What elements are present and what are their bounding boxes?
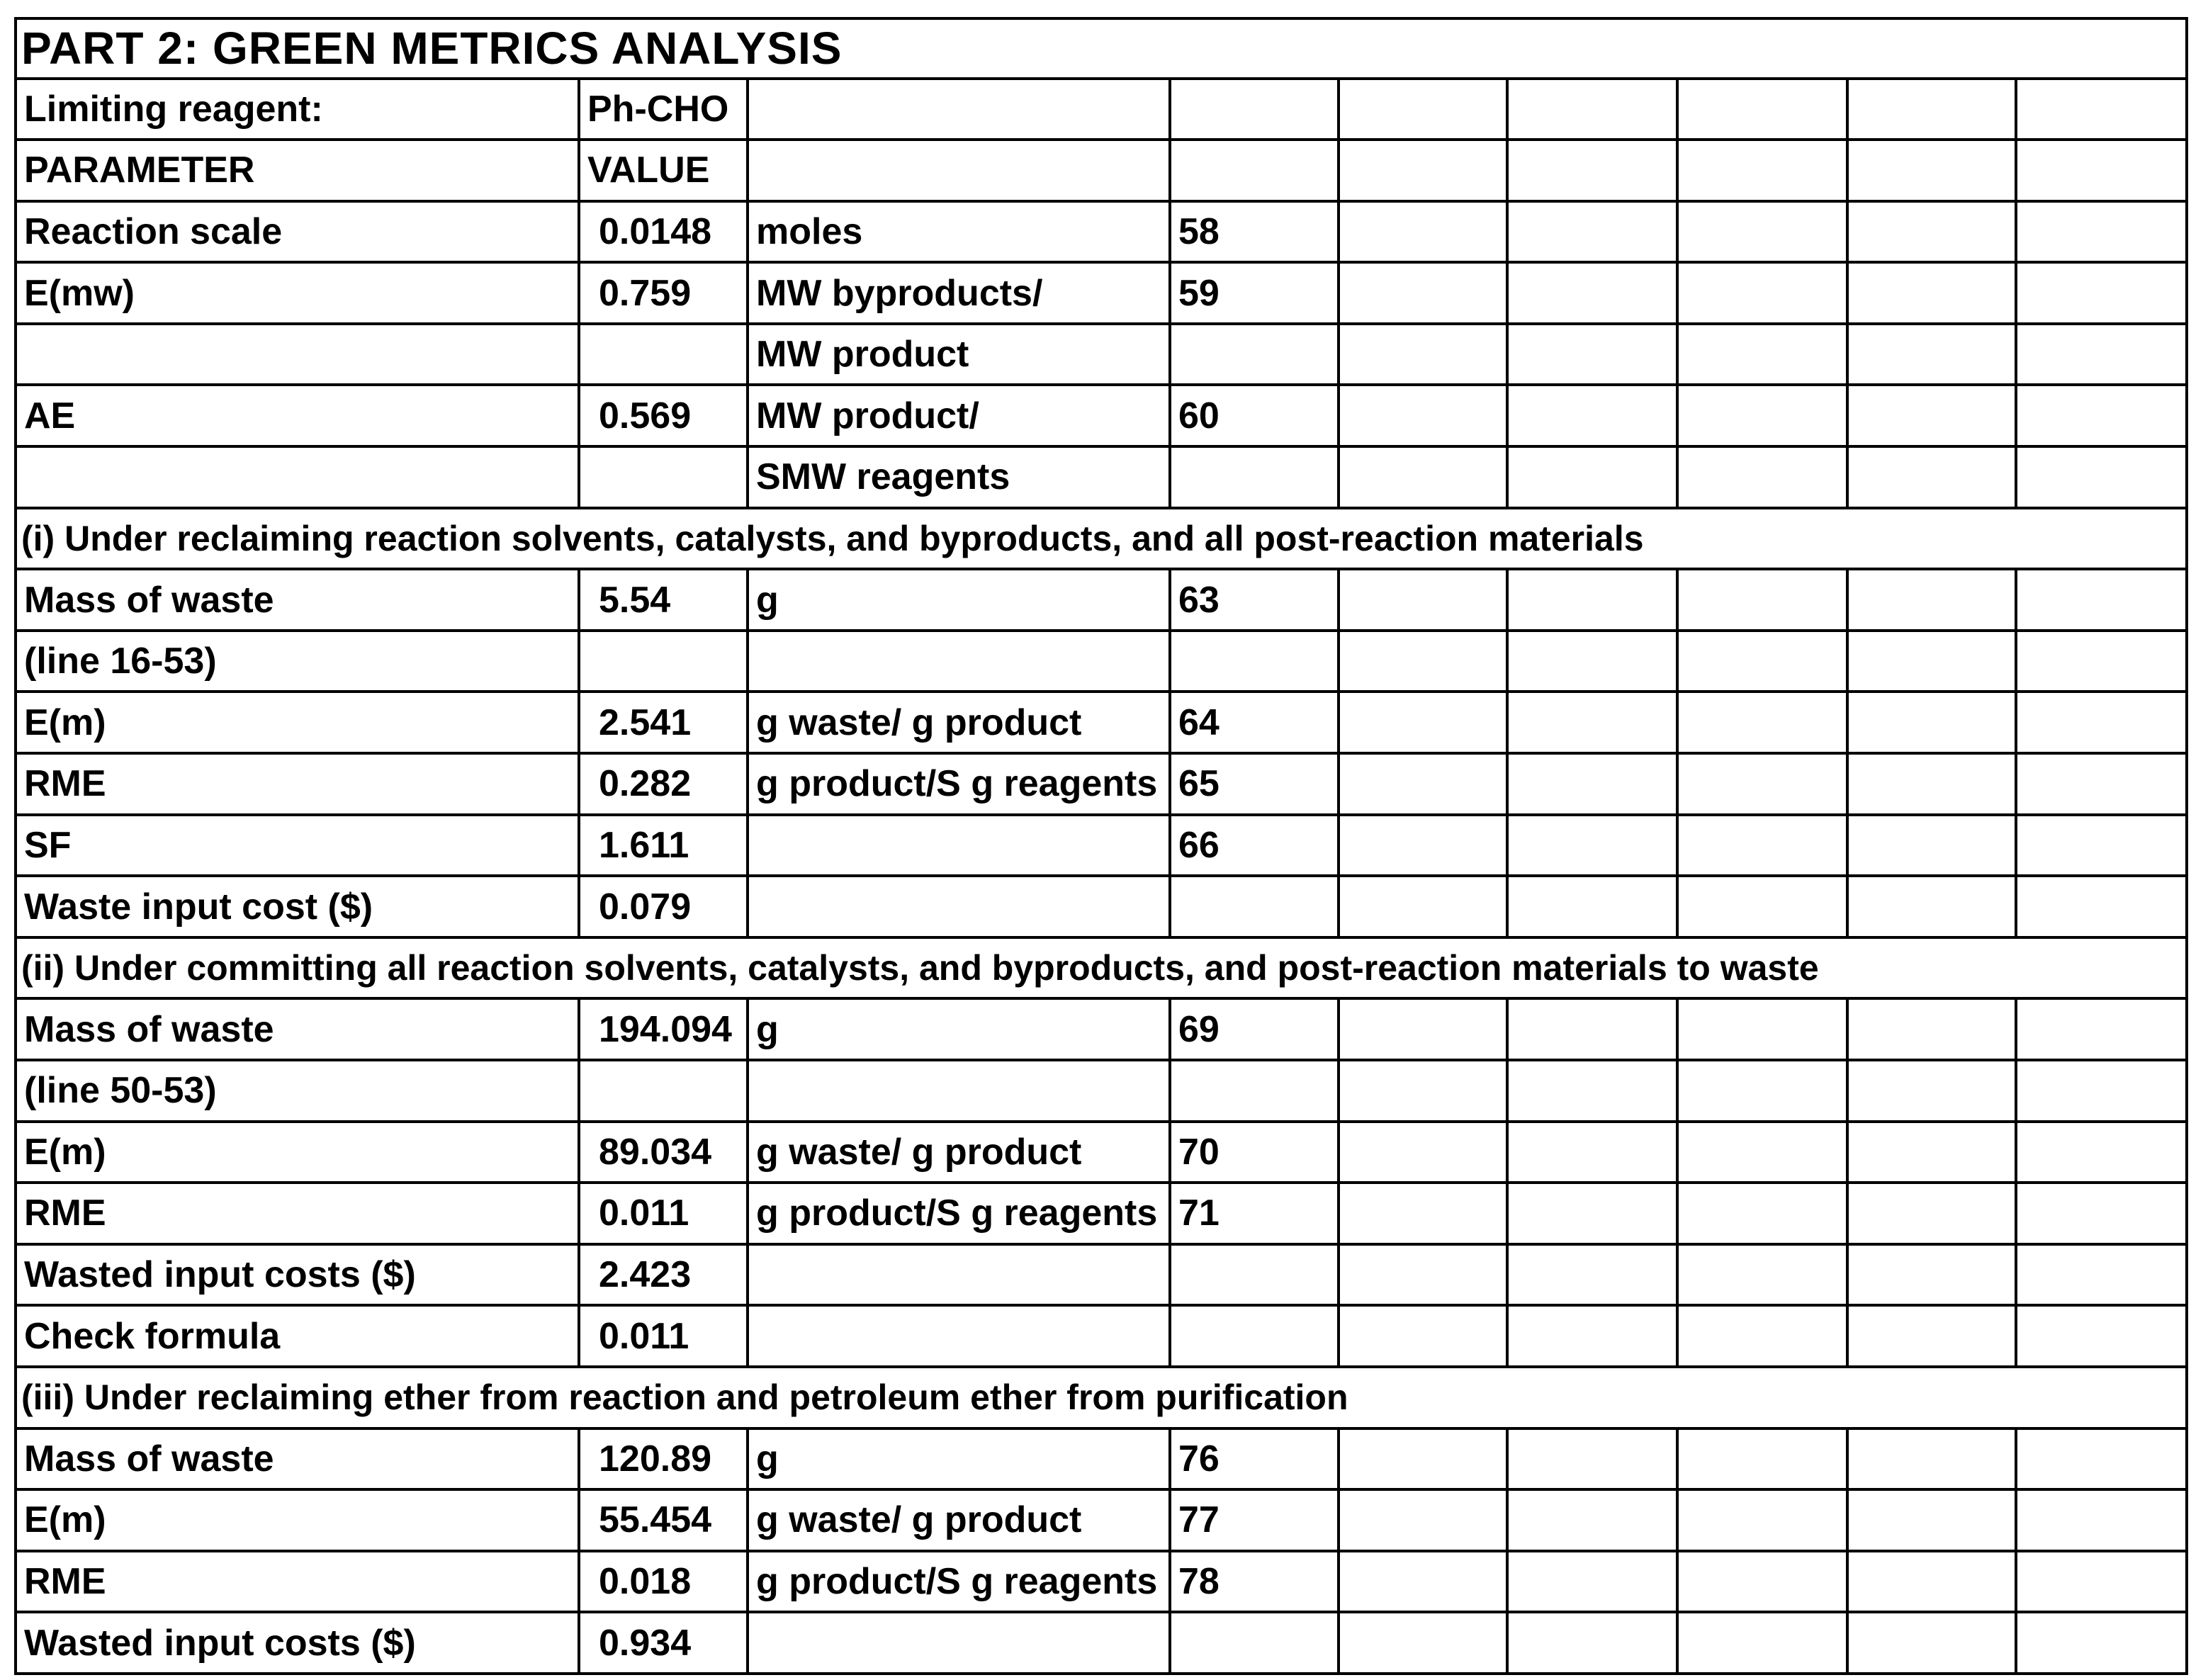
empty-cell[interactable] bbox=[1339, 324, 1507, 385]
line-ref-cell[interactable] bbox=[1170, 876, 1339, 937]
empty-cell[interactable] bbox=[1847, 1305, 2016, 1367]
empty-cell[interactable] bbox=[1507, 753, 1677, 815]
section-3-heading[interactable]: (iii) Under reclaiming ether from reaction and petroleum ether from purification bbox=[16, 1367, 2187, 1428]
unit-cell[interactable]: g waste/ g product bbox=[748, 1489, 1170, 1551]
empty-cell[interactable] bbox=[1507, 324, 1677, 385]
empty-cell[interactable] bbox=[1507, 815, 1677, 876]
empty-cell[interactable] bbox=[1339, 815, 1507, 876]
empty-cell[interactable] bbox=[1677, 1244, 1847, 1306]
line-ref-cell[interactable]: 58 bbox=[1170, 201, 1339, 263]
line-ref-cell[interactable]: 65 bbox=[1170, 753, 1339, 815]
line-ref-cell[interactable] bbox=[1170, 1612, 1339, 1674]
value-cell[interactable]: 0.934 bbox=[579, 1612, 748, 1674]
empty-cell[interactable] bbox=[1847, 1244, 2016, 1306]
empty-cell[interactable] bbox=[1847, 692, 2016, 753]
empty-cell[interactable] bbox=[1677, 1305, 1847, 1367]
empty-cell[interactable] bbox=[1847, 201, 2016, 263]
empty-cell[interactable] bbox=[1507, 1428, 1677, 1490]
sheet-title: PART 2: GREEN METRICS ANALYSIS bbox=[16, 18, 2187, 79]
empty-cell[interactable] bbox=[2016, 753, 2187, 815]
empty-cell[interactable] bbox=[1847, 1612, 2016, 1674]
unit-cell[interactable]: g waste/ g product bbox=[748, 692, 1170, 753]
unit-cell[interactable]: MW byproducts/ bbox=[748, 262, 1170, 324]
empty-cell[interactable] bbox=[1847, 324, 2016, 385]
empty-cell[interactable] bbox=[1677, 324, 1847, 385]
column-header-row bbox=[16, 140, 2187, 201]
unit-cell[interactable] bbox=[748, 815, 1170, 876]
value-cell[interactable]: 0.011 bbox=[579, 1305, 748, 1367]
value-cell[interactable]: 0.759 bbox=[579, 262, 748, 324]
parameter-cell[interactable] bbox=[16, 446, 579, 508]
empty-cell[interactable] bbox=[1507, 1305, 1677, 1367]
value-cell[interactable]: 0.282 bbox=[579, 753, 748, 815]
empty-cell[interactable] bbox=[1339, 79, 1507, 140]
line-ref-cell[interactable] bbox=[1170, 324, 1339, 385]
empty-cell[interactable] bbox=[1339, 1244, 1507, 1306]
unit-cell[interactable]: g product/S g reagents bbox=[748, 753, 1170, 815]
empty-cell[interactable] bbox=[1677, 385, 1847, 446]
table-row bbox=[16, 201, 2187, 263]
empty-cell[interactable] bbox=[1847, 753, 2016, 815]
empty-cell[interactable] bbox=[1847, 262, 2016, 324]
parameter-cell[interactable]: Mass of waste bbox=[16, 1428, 579, 1490]
top-rows-group bbox=[16, 201, 2187, 508]
empty-cell[interactable] bbox=[2016, 1428, 2187, 1490]
empty-cell[interactable] bbox=[1677, 1612, 1847, 1674]
parameter-cell[interactable]: Check formula bbox=[16, 1305, 579, 1367]
empty-cell[interactable] bbox=[1677, 79, 1847, 140]
empty-cell[interactable] bbox=[1507, 876, 1677, 937]
empty-cell[interactable] bbox=[1339, 262, 1507, 324]
table-row bbox=[16, 753, 2187, 815]
parameter-cell[interactable]: E(mw) bbox=[16, 262, 579, 324]
parameter-cell[interactable]: Wasted input costs ($) bbox=[16, 1244, 579, 1306]
empty-cell[interactable] bbox=[1339, 446, 1507, 508]
empty-cell[interactable] bbox=[1507, 1244, 1677, 1306]
line-ref-cell[interactable]: 59 bbox=[1170, 262, 1339, 324]
empty-cell[interactable] bbox=[1339, 1489, 1507, 1551]
parameter-cell[interactable]: SF bbox=[16, 815, 579, 876]
line-ref-cell[interactable] bbox=[1170, 446, 1339, 508]
unit-cell[interactable]: g bbox=[748, 1428, 1170, 1490]
table-row bbox=[16, 1122, 2187, 1183]
empty-cell[interactable] bbox=[1507, 1551, 1677, 1613]
empty-cell[interactable] bbox=[2016, 631, 2187, 692]
empty-cell[interactable] bbox=[1339, 1122, 1507, 1183]
empty-cell[interactable] bbox=[1507, 998, 1677, 1060]
table-row bbox=[16, 631, 2187, 692]
empty-cell[interactable] bbox=[2016, 1612, 2187, 1674]
table-row bbox=[16, 692, 2187, 753]
empty-cell[interactable] bbox=[1677, 692, 1847, 753]
empty-cell[interactable] bbox=[1677, 1428, 1847, 1490]
parameter-cell[interactable]: RME bbox=[16, 1183, 579, 1244]
empty-cell[interactable] bbox=[1677, 140, 1847, 201]
empty-cell[interactable] bbox=[1677, 1489, 1847, 1551]
empty-cell[interactable] bbox=[1507, 262, 1677, 324]
empty-cell[interactable] bbox=[2016, 1489, 2187, 1551]
empty-cell[interactable] bbox=[1339, 1183, 1507, 1244]
empty-cell[interactable] bbox=[1170, 140, 1339, 201]
table-row bbox=[16, 385, 2187, 446]
empty-cell[interactable] bbox=[1677, 1060, 1847, 1122]
table-row bbox=[16, 1305, 2187, 1367]
line-ref-cell[interactable]: 64 bbox=[1170, 692, 1339, 753]
empty-cell[interactable] bbox=[2016, 815, 2187, 876]
value-cell[interactable] bbox=[579, 446, 748, 508]
section-1-rows bbox=[16, 569, 2187, 937]
empty-cell[interactable] bbox=[2016, 201, 2187, 263]
empty-cell[interactable] bbox=[1847, 569, 2016, 631]
empty-cell[interactable] bbox=[1847, 446, 2016, 508]
line-ref-cell[interactable] bbox=[1170, 631, 1339, 692]
parameter-cell[interactable]: E(m) bbox=[16, 1489, 579, 1551]
empty-cell[interactable] bbox=[1677, 201, 1847, 263]
empty-cell[interactable] bbox=[1507, 1183, 1677, 1244]
empty-cell[interactable] bbox=[2016, 140, 2187, 201]
empty-cell[interactable] bbox=[1507, 1489, 1677, 1551]
value-cell[interactable] bbox=[579, 1060, 748, 1122]
unit-cell[interactable] bbox=[748, 1305, 1170, 1367]
unit-cell[interactable]: MW product/ bbox=[748, 385, 1170, 446]
empty-cell[interactable] bbox=[2016, 998, 2187, 1060]
empty-cell[interactable] bbox=[1339, 1428, 1507, 1490]
empty-cell[interactable] bbox=[1847, 1060, 2016, 1122]
section-2-heading[interactable]: (ii) Under committing all reaction solvents, catalysts, and byproducts, and post-reaction materials to waste bbox=[16, 937, 2187, 999]
parameter-cell[interactable]: Reaction scale bbox=[16, 201, 579, 263]
limiting-reagent-row bbox=[16, 79, 2187, 140]
empty-cell[interactable] bbox=[1507, 1122, 1677, 1183]
parameter-cell[interactable]: (line 16-53) bbox=[16, 631, 579, 692]
value-cell[interactable]: 2.423 bbox=[579, 1244, 748, 1306]
section-heading-row bbox=[16, 1367, 2187, 1428]
value-header[interactable]: VALUE bbox=[579, 140, 748, 201]
empty-cell[interactable] bbox=[1507, 201, 1677, 263]
table-row bbox=[16, 1244, 2187, 1306]
empty-cell[interactable] bbox=[1170, 79, 1339, 140]
empty-cell[interactable] bbox=[748, 79, 1170, 140]
empty-cell[interactable] bbox=[1339, 998, 1507, 1060]
empty-cell[interactable] bbox=[1507, 385, 1677, 446]
value-cell[interactable]: 194.094 bbox=[579, 998, 748, 1060]
empty-cell[interactable] bbox=[1339, 569, 1507, 631]
unit-cell[interactable]: g product/S g reagents bbox=[748, 1183, 1170, 1244]
empty-cell[interactable] bbox=[1677, 1183, 1847, 1244]
parameter-cell[interactable]: Wasted input costs ($) bbox=[16, 1612, 579, 1674]
empty-cell[interactable] bbox=[1677, 631, 1847, 692]
empty-cell[interactable] bbox=[2016, 1060, 2187, 1122]
empty-cell[interactable] bbox=[1677, 753, 1847, 815]
parameter-cell[interactable]: Mass of waste bbox=[16, 998, 579, 1060]
parameter-cell[interactable]: Waste input cost ($) bbox=[16, 876, 579, 937]
empty-cell[interactable] bbox=[1339, 201, 1507, 263]
empty-cell[interactable] bbox=[1847, 631, 2016, 692]
empty-cell[interactable] bbox=[1339, 692, 1507, 753]
empty-cell[interactable] bbox=[1677, 262, 1847, 324]
empty-cell[interactable] bbox=[2016, 324, 2187, 385]
unit-cell[interactable] bbox=[748, 1060, 1170, 1122]
empty-cell[interactable] bbox=[2016, 262, 2187, 324]
empty-cell[interactable] bbox=[1339, 631, 1507, 692]
empty-cell[interactable] bbox=[1507, 631, 1677, 692]
empty-cell[interactable] bbox=[1339, 753, 1507, 815]
empty-cell[interactable] bbox=[1339, 385, 1507, 446]
limiting-reagent-value[interactable]: Ph-CHO bbox=[579, 79, 748, 140]
value-cell[interactable]: 0.569 bbox=[579, 385, 748, 446]
empty-cell[interactable] bbox=[2016, 385, 2187, 446]
unit-cell[interactable] bbox=[748, 631, 1170, 692]
empty-cell[interactable] bbox=[2016, 1122, 2187, 1183]
parameter-cell[interactable]: RME bbox=[16, 1551, 579, 1613]
line-ref-cell[interactable] bbox=[1170, 1060, 1339, 1122]
parameter-cell[interactable]: (line 50-53) bbox=[16, 1060, 579, 1122]
empty-cell[interactable] bbox=[2016, 1305, 2187, 1367]
unit-cell[interactable]: g bbox=[748, 569, 1170, 631]
value-cell[interactable]: 0.079 bbox=[579, 876, 748, 937]
table-row bbox=[16, 324, 2187, 385]
section-2-rows bbox=[16, 998, 2187, 1367]
empty-cell[interactable] bbox=[1677, 998, 1847, 1060]
empty-cell[interactable] bbox=[1339, 1305, 1507, 1367]
empty-cell[interactable] bbox=[1339, 140, 1507, 201]
parameter-cell[interactable]: AE bbox=[16, 385, 579, 446]
table-row bbox=[16, 1060, 2187, 1122]
empty-cell[interactable] bbox=[1677, 1551, 1847, 1613]
empty-cell[interactable] bbox=[1677, 569, 1847, 631]
value-cell[interactable]: 0.018 bbox=[579, 1551, 748, 1613]
empty-cell[interactable] bbox=[2016, 876, 2187, 937]
empty-cell[interactable] bbox=[1847, 1122, 2016, 1183]
parameter-cell[interactable]: RME bbox=[16, 753, 579, 815]
line-ref-cell[interactable]: 71 bbox=[1170, 1183, 1339, 1244]
empty-cell[interactable] bbox=[1339, 876, 1507, 937]
empty-cell[interactable] bbox=[2016, 79, 2187, 140]
empty-cell[interactable] bbox=[1507, 569, 1677, 631]
empty-cell[interactable] bbox=[1507, 1612, 1677, 1674]
empty-cell[interactable] bbox=[1339, 1060, 1507, 1122]
line-ref-cell[interactable]: 78 bbox=[1170, 1551, 1339, 1613]
line-ref-cell[interactable]: 70 bbox=[1170, 1122, 1339, 1183]
empty-cell[interactable] bbox=[1847, 815, 2016, 876]
empty-cell[interactable] bbox=[1507, 140, 1677, 201]
table-row bbox=[16, 1183, 2187, 1244]
empty-cell[interactable] bbox=[2016, 1244, 2187, 1306]
line-ref-cell[interactable]: 60 bbox=[1170, 385, 1339, 446]
value-cell[interactable]: 55.454 bbox=[579, 1489, 748, 1551]
empty-cell[interactable] bbox=[1847, 1183, 2016, 1244]
unit-cell[interactable]: moles bbox=[748, 201, 1170, 263]
empty-cell[interactable] bbox=[1847, 998, 2016, 1060]
empty-cell[interactable] bbox=[1847, 79, 2016, 140]
table-row bbox=[16, 1489, 2187, 1551]
parameter-cell[interactable] bbox=[16, 324, 579, 385]
empty-cell[interactable] bbox=[1847, 1428, 2016, 1490]
table-row bbox=[16, 876, 2187, 937]
empty-cell[interactable] bbox=[2016, 1551, 2187, 1613]
empty-cell[interactable] bbox=[1847, 876, 2016, 937]
empty-cell[interactable] bbox=[1339, 1551, 1507, 1613]
empty-cell[interactable] bbox=[2016, 569, 2187, 631]
unit-cell[interactable]: MW product bbox=[748, 324, 1170, 385]
unit-cell[interactable]: g waste/ g product bbox=[748, 1122, 1170, 1183]
value-cell[interactable]: 89.034 bbox=[579, 1122, 748, 1183]
parameter-header[interactable]: PARAMETER bbox=[16, 140, 579, 201]
table-row bbox=[16, 446, 2187, 508]
unit-cell[interactable] bbox=[748, 1244, 1170, 1306]
empty-cell[interactable] bbox=[2016, 692, 2187, 753]
section-3-rows bbox=[16, 1428, 2187, 1674]
unit-cell[interactable]: SMW reagents bbox=[748, 446, 1170, 508]
empty-cell[interactable] bbox=[2016, 1183, 2187, 1244]
empty-cell[interactable] bbox=[1507, 446, 1677, 508]
unit-cell[interactable]: g bbox=[748, 998, 1170, 1060]
empty-cell[interactable] bbox=[1847, 1489, 2016, 1551]
line-ref-cell[interactable] bbox=[1170, 1305, 1339, 1367]
empty-cell[interactable] bbox=[1507, 1060, 1677, 1122]
unit-cell[interactable] bbox=[748, 1612, 1170, 1674]
empty-cell[interactable] bbox=[1677, 876, 1847, 937]
value-cell[interactable]: 120.89 bbox=[579, 1428, 748, 1490]
table-row bbox=[16, 1428, 2187, 1490]
unit-cell[interactable] bbox=[748, 876, 1170, 937]
value-cell[interactable] bbox=[579, 324, 748, 385]
empty-cell[interactable] bbox=[1507, 79, 1677, 140]
parameter-cell[interactable]: E(m) bbox=[16, 1122, 579, 1183]
empty-cell[interactable] bbox=[2016, 446, 2187, 508]
line-ref-cell[interactable]: 63 bbox=[1170, 569, 1339, 631]
section-heading-row bbox=[16, 508, 2187, 570]
table-row bbox=[16, 262, 2187, 324]
line-ref-cell[interactable] bbox=[1170, 1244, 1339, 1306]
table-row bbox=[16, 815, 2187, 876]
empty-cell[interactable] bbox=[1847, 1551, 2016, 1613]
empty-cell[interactable] bbox=[748, 140, 1170, 201]
empty-cell[interactable] bbox=[1847, 385, 2016, 446]
table-row bbox=[16, 998, 2187, 1060]
empty-cell[interactable] bbox=[1677, 1122, 1847, 1183]
parameter-cell[interactable]: Mass of waste bbox=[16, 569, 579, 631]
value-cell[interactable]: 0.0148 bbox=[579, 201, 748, 263]
empty-cell[interactable] bbox=[1847, 140, 2016, 201]
table-row bbox=[16, 1551, 2187, 1613]
line-ref-cell[interactable]: 77 bbox=[1170, 1489, 1339, 1551]
line-ref-cell[interactable]: 69 bbox=[1170, 998, 1339, 1060]
table-row bbox=[16, 569, 2187, 631]
value-cell[interactable]: 1.611 bbox=[579, 815, 748, 876]
empty-cell[interactable] bbox=[1677, 446, 1847, 508]
line-ref-cell[interactable]: 76 bbox=[1170, 1428, 1339, 1490]
green-metrics-table bbox=[14, 17, 2188, 1675]
parameter-cell[interactable]: E(m) bbox=[16, 692, 579, 753]
empty-cell[interactable] bbox=[1339, 1612, 1507, 1674]
value-cell[interactable]: 0.011 bbox=[579, 1183, 748, 1244]
title-row bbox=[16, 18, 2187, 79]
unit-cell[interactable]: g product/S g reagents bbox=[748, 1551, 1170, 1613]
value-cell[interactable] bbox=[579, 631, 748, 692]
limiting-reagent-label[interactable]: Limiting reagent: bbox=[16, 79, 579, 140]
value-cell[interactable]: 2.541 bbox=[579, 692, 748, 753]
table-row bbox=[16, 1612, 2187, 1674]
section-1-heading[interactable]: (i) Under reclaiming reaction solvents, catalysts, and byproducts, and all post-reaction materials bbox=[16, 508, 2187, 570]
section-heading-row bbox=[16, 937, 2187, 999]
value-cell[interactable]: 5.54 bbox=[579, 569, 748, 631]
line-ref-cell[interactable]: 66 bbox=[1170, 815, 1339, 876]
empty-cell[interactable] bbox=[1507, 692, 1677, 753]
empty-cell[interactable] bbox=[1677, 815, 1847, 876]
